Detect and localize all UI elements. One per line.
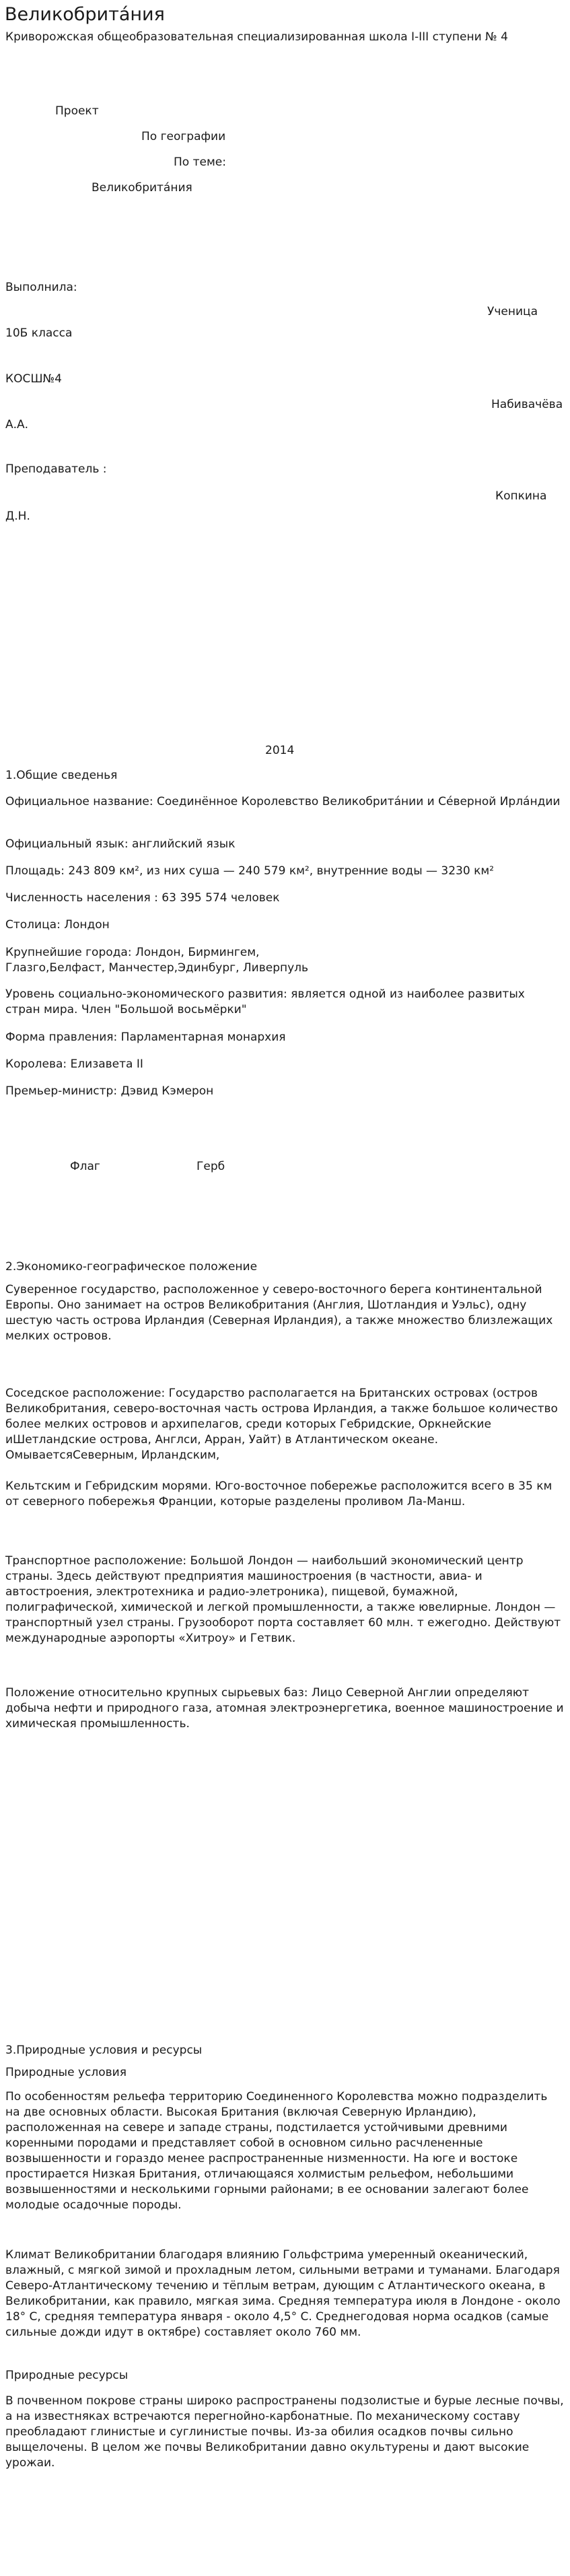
transport-position-paragraph: Транспортное расположение: Большой Лондон — наибольший экономический центр страны. Здесь действуют предприятия машиностроения (в частности, авиа- и автостроения, электротехника и радио-элетроника), пищевой, бумажной, полиграфической, химической и легкой промышленности, а также ювелирные. Лондон — транспортный узел страны. Грузооборот порта составляет 60 млн. т ежегодно. Действуют международные аэропорты «Хитроу» и Гетвик. — [5, 1554, 561, 1645]
subject-label: По географии — [141, 130, 226, 143]
government-form: Форма правления: Парламентарная монархия — [5, 1031, 286, 1044]
topic-value: Великобрита́ния — [92, 181, 192, 195]
prime-minister: Премьер-министр: Дэвид Кэмерон — [5, 1084, 214, 1098]
document-title: Великобрита́ния — [5, 4, 165, 25]
largest-cities: Крупнейшие города: Лондон, Бирмингем, Глазго,Белфаст, Манчестер,Эдинбург, Ливерпуль — [5, 946, 309, 975]
development-level: Уровень социально-экономического развития: является одной из наиболее развитых стран мира. Член "Большой восьмёрки" — [5, 987, 525, 1016]
author-label: Выполнила: — [5, 281, 77, 294]
teacher-surname: Копкина — [495, 489, 547, 503]
project-label: Проект — [55, 104, 99, 118]
topic-label: По теме: — [174, 155, 226, 169]
section2-heading: 2.Экономико-географическое положение — [5, 1260, 258, 1274]
economic-position-paragraph: Суверенное государство, расположенное у северо-восточного берега континентальной Европы. Оно занимает на остров Великобритания (Англия, Шотландия и Уэльс), одну шестую часть острова Ирландия (Северная Ирландия), а также множество близлежащих мелких островов. — [5, 1283, 553, 1343]
student-role: Ученица — [487, 305, 538, 318]
flag-label: Флаг — [70, 1160, 100, 1173]
student-initials: А.А. — [5, 418, 29, 431]
student-school: КОСШ№4 — [5, 372, 62, 386]
coat-of-arms-label: Герб — [197, 1160, 225, 1173]
teacher-label: Преподаватель : — [5, 462, 107, 476]
capital: Столица: Лондон — [5, 918, 110, 932]
resource-position-paragraph: Положение относительно крупных сырьевых баз: Лицо Северной Англии определяют добыча нефти и природного газа, атомная электроэнергетика, военное машиностроение и химическая промышленность. — [5, 1686, 564, 1731]
population: Численность населения : 63 395 574 человек — [5, 891, 280, 905]
teacher-initials: Д.Н. — [5, 510, 30, 523]
student-grade: 10Б класса — [5, 326, 73, 340]
neighbour-position-paragraph: Соседское расположение: Государство располагается на Британских островах (остров Великобритания, северо-восточная часть острова Ирландия, а также большое количество более мелких островов и архипелагов, среди которых Гебридские, Оркнейские иШетландские острова, Англси, Арран, Уайт) в Атлантическом океане. ОмываетсяСеверным, Ирландским, — [5, 1387, 558, 1462]
area: Площадь: 243 809 км², из них суша — 240 579 км², внутренние воды — 3230 км² — [5, 864, 494, 878]
official-language: Официальный язык: английский язык — [5, 837, 236, 851]
natural-resources-subheading: Природные ресурсы — [5, 2369, 129, 2382]
section3-heading: 3.Природные условия и ресурсы — [5, 2044, 203, 2057]
natural-conditions-subheading: Природные условия — [5, 2066, 127, 2079]
queen: Королева: Елизавета II — [5, 1057, 143, 1071]
neighbour-position-continued: Кельтским и Гебридским морями. Юго-восточное побережье расположится всего в 35 км от северного побережья Франции, которые разделены проливом Ла-Манш. — [5, 1480, 553, 1508]
relief-paragraph: По особенностям рельефа территорию Соединенного Королевства можно подразделить на две основных области. Высокая Британия (включая Северную Ирландию), расположенная на севере и западе страны, подстилается устойчивыми древними коренными породами и представляет собой в основном сильно расчлененные возвышенности и гораздо менее распространенные низменности. На юге и востоке простирается Низкая Британия, отличающаяся холмистым рельефом, небольшими возвышенностями и несколькими горными районами; в ее основании залегают более молодые осадочные породы. — [5, 2090, 548, 2212]
soils-paragraph: В почвенном покрове страны широко распространены подзолистые и бурые лесные почвы, а на известняках встречаются перегнойно-карбонатные. По механическому составу преобладают глинистые и суглинистые почвы. Из-за обилия осадков почвы сильно выщелочены. В целом же почвы Великобритании давно окультурены и дают высокие урожаи. — [5, 2394, 564, 2470]
school-name: Криворожская общеобразовательная специализированная школа I-III ступени № 4 — [5, 30, 508, 44]
climate-paragraph: Климат Великобритании благодаря влиянию Гольфстрима умеренный океанический, влажный, с мягкой зимой и прохладным летом, сильными ветрами и туманами. Благодаря Северо-Атлантическому течению и тёплым ветрам, дующим с Атлантического океана, в Великобритании, как правило, мягкая зима. Средняя температура июля в Лондоне - около 18° С, средняя температура января - около 4,5° С. Среднегодовая норма осадков (самые сильные дожди идут в октябре) составляет около 760 мм. — [5, 2248, 561, 2339]
student-surname: Набивачёва — [491, 398, 563, 411]
document-year: 2014 — [265, 744, 295, 757]
official-name: Официальное название: Соединённое Королевство Великобритáнии и Сéверной Ирлáндии — [5, 795, 561, 808]
section1-heading: 1.Общие сведенья — [5, 769, 118, 782]
